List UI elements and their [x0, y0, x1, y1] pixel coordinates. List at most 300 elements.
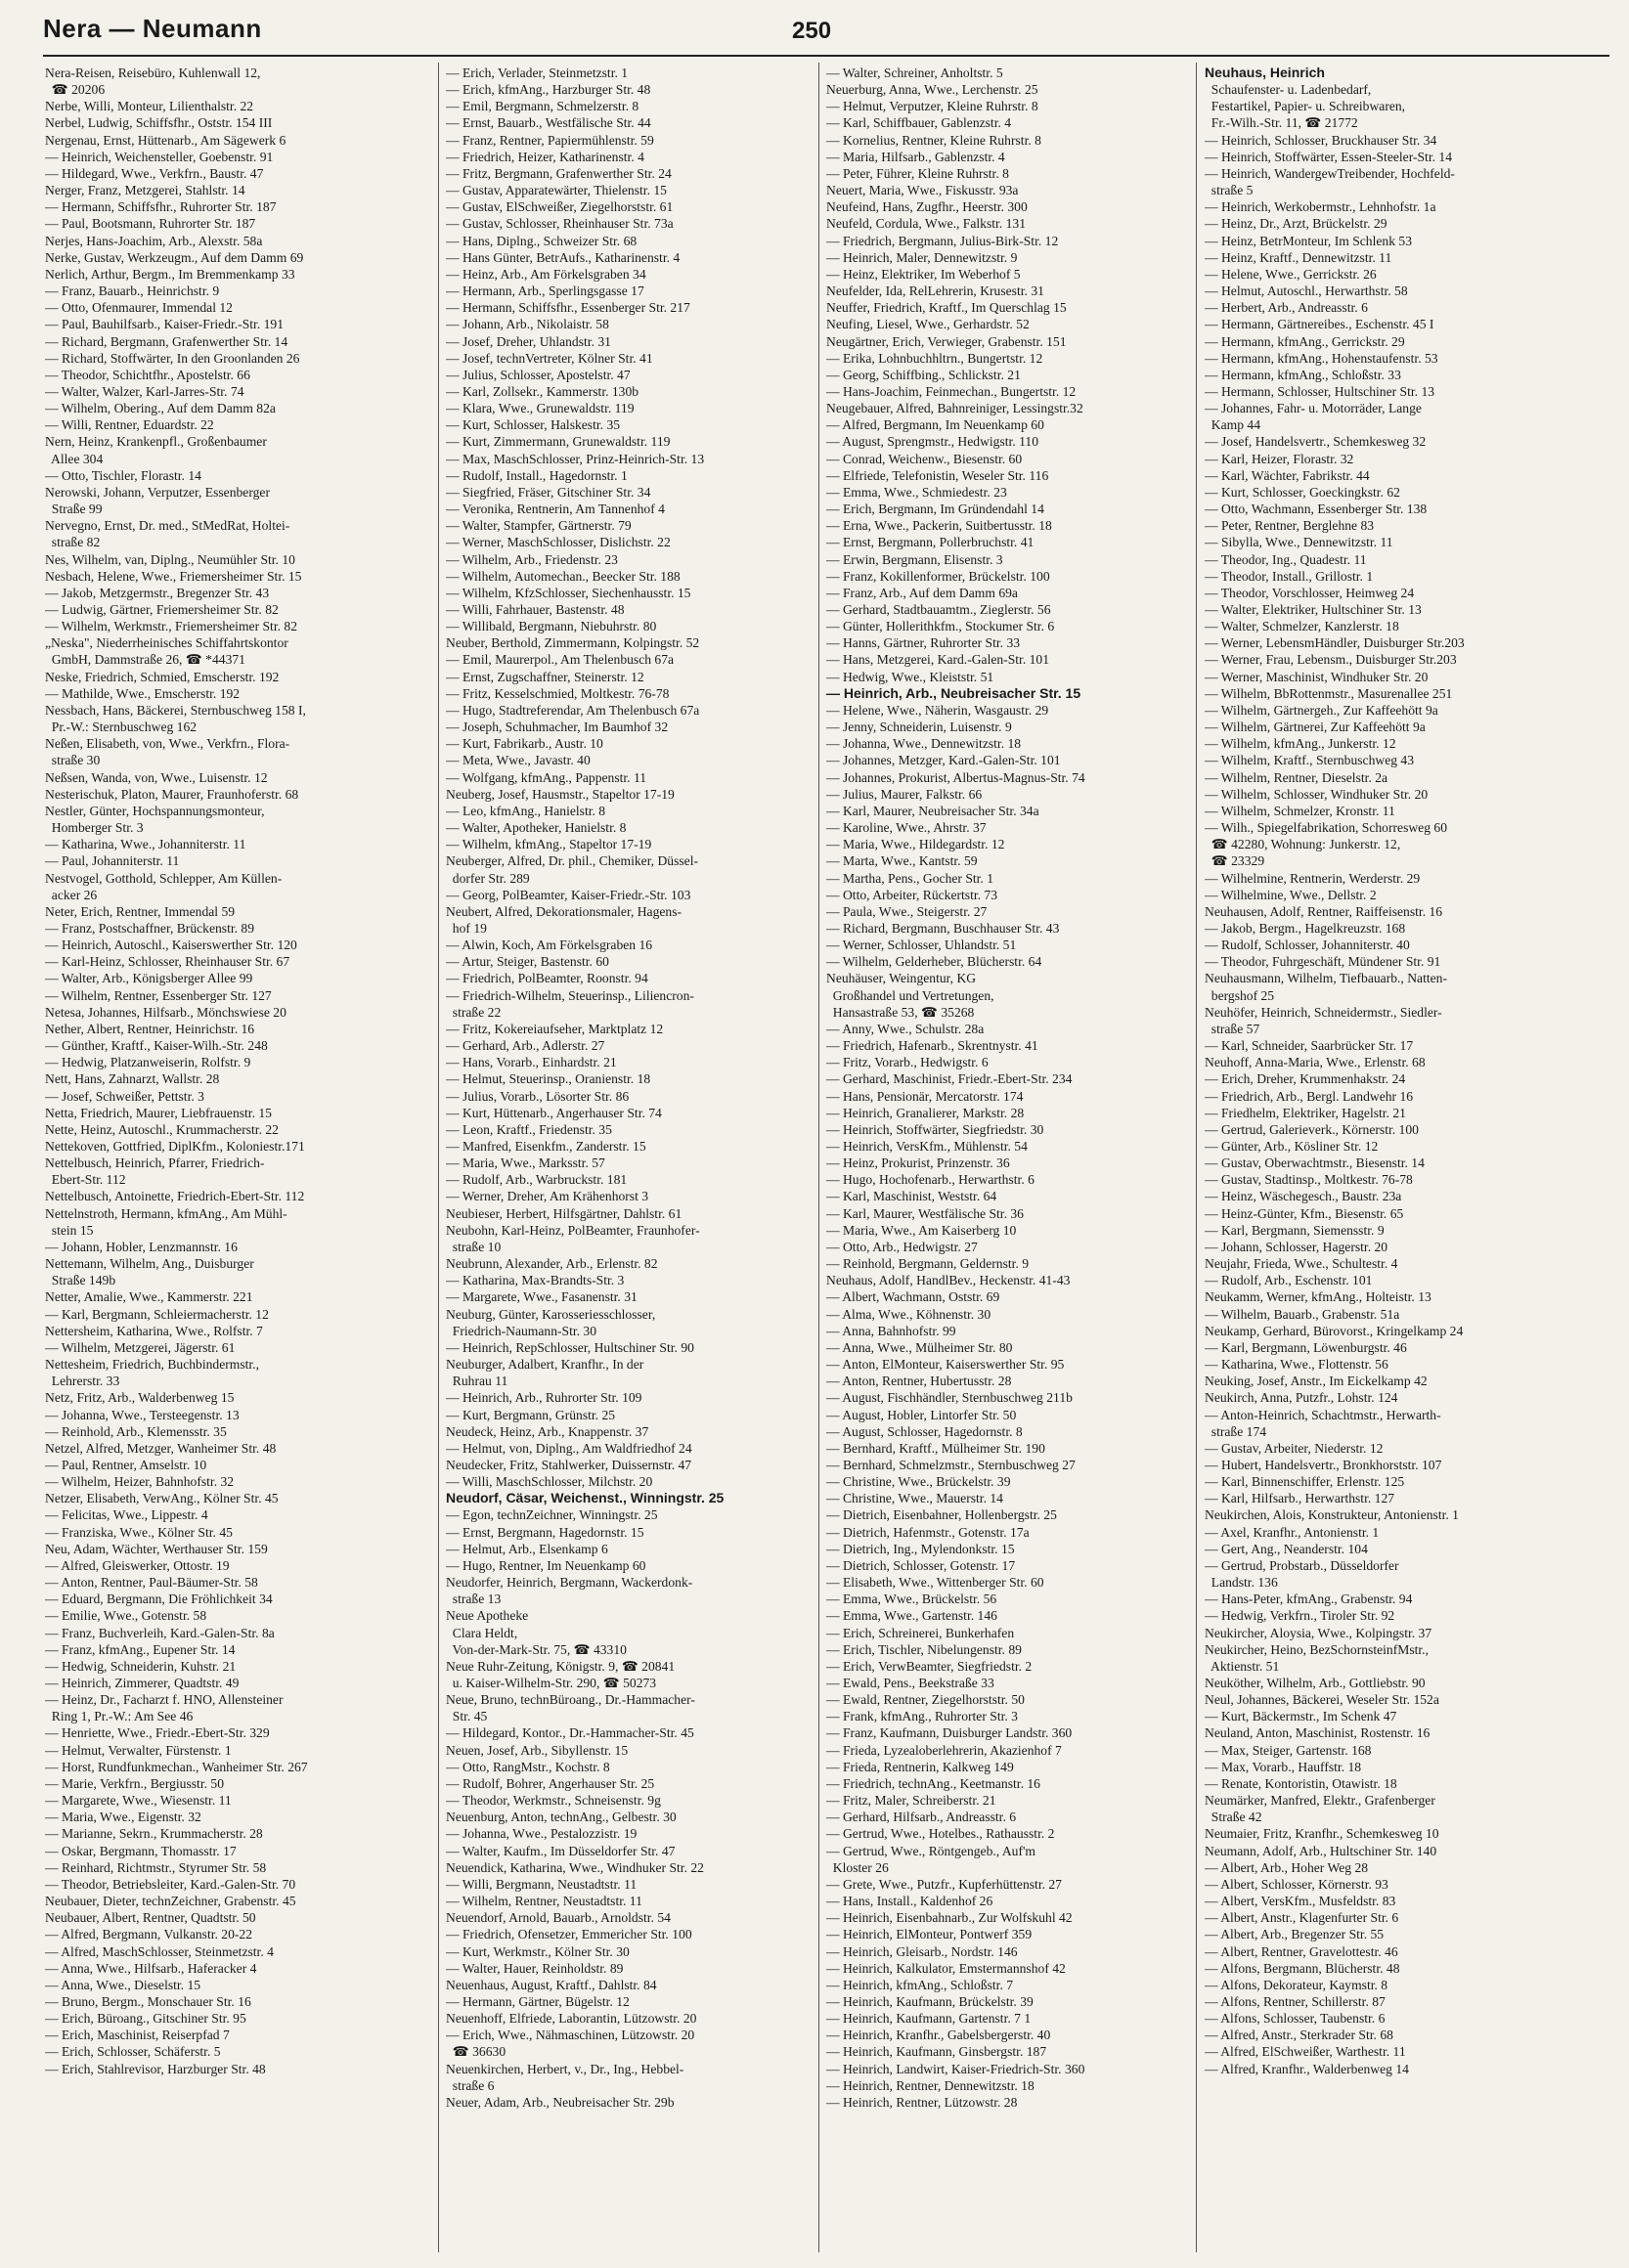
entry-line: — Maria, Wwe., Am Kaiserberg 10: [826, 1222, 1017, 1238]
entry-line: — Heinz, Arb., Am Förkelsgraben 34: [446, 266, 646, 282]
entry-line: — Theodor, Schichtfhr., Apostelstr. 66: [45, 367, 250, 382]
entry-line: acker 26: [45, 887, 98, 902]
entry-line: GmbH, Dammstraße 26, ☎ *44371: [45, 652, 245, 668]
entry-line: — Anton, ElMonteur, Kaiserswerther Str. 95: [826, 1357, 1065, 1373]
entry-line: — Heinrich, Kranfhr., Gabelsbergerstr. 40: [826, 2028, 1051, 2043]
entry-line: Nerbe, Willi, Monteur, Lilienthalstr. 22: [45, 99, 254, 114]
entry-line: Netzer, Elisabeth, VerwAng., Kölner Str. 45: [45, 1491, 279, 1506]
entry-line: — Erich, Tischler, Nibelungenstr. 89: [826, 1641, 1022, 1657]
entry-line: — Hedwig, Verkfrn., Tiroler Str. 92: [1205, 1608, 1395, 1624]
entry-line: — Karl-Heinz, Schlosser, Rheinhauser Str. 67: [45, 954, 290, 970]
entry-line: Neßen, Elisabeth, von, Wwe., Verkfrn., Flora-: [45, 736, 290, 752]
entry-line: — Otto, Ofenmaurer, Immendal 12: [45, 300, 233, 316]
entry-line: — Paul, Rentner, Amselstr. 10: [45, 1457, 207, 1472]
entry-line: — Anny, Wwe., Schulstr. 28a: [826, 1021, 985, 1036]
entry-line: — Erika, Lohnbuchhltrn., Bungertstr. 12: [826, 350, 1043, 366]
entry-line: — Heinz-Günter, Kfm., Biesenstr. 65: [1205, 1205, 1404, 1221]
entry-line: — Werner, Maschinist, Windhuker Str. 20: [1205, 669, 1429, 684]
entry-line: — Heinz, Dr., Facharzt f. HNO, Allensteiner: [45, 1692, 284, 1708]
entry-line: — Johannes, Metzger, Kard.-Galen-Str. 101: [826, 753, 1061, 768]
entry-line: Neukamp, Gerhard, Bürovorst., Kringelkamp 24: [1205, 1323, 1464, 1338]
entry-line: — Friedrich, Ofensetzer, Emmericher Str. 100: [446, 1927, 692, 1942]
entry-line: — Wilhelm, Metzgerei, Jägerstr. 61: [45, 1339, 236, 1355]
entry-line: — Heinrich, Werkobermstr., Lehnhofstr. 1a: [1205, 199, 1436, 215]
entry-line: Kloster 26: [826, 1859, 889, 1875]
entry-line: — Franz, kfmAng., Eupener Str. 14: [45, 1641, 236, 1657]
entry-line: — Conrad, Weichenw., Biesenstr. 60: [826, 451, 1023, 466]
entry-line: — Walter, Stampfer, Gärtnerstr. 79: [446, 518, 632, 534]
entry-line: Neubieser, Herbert, Hilfsgärtner, Dahlstr. 61: [446, 1205, 682, 1221]
entry-line: Schaufenster- u. Ladenbedarf,: [1205, 82, 1372, 98]
entry-line: — Wilhelm, Automechan., Beecker Str. 188: [446, 568, 681, 584]
entry-line: — Wilhelm, Heizer, Bahnhofstr. 32: [45, 1474, 235, 1490]
entry-line: Neubohn, Karl-Heinz, PolBeamter, Fraunhofer-: [446, 1222, 700, 1238]
entry-line: — Heinrich, kfmAng., Schloßstr. 7: [826, 1977, 1014, 1992]
entry-line: Fr.-Wilh.-Str. 11, ☎ 21772: [1205, 115, 1358, 131]
entry-line: Nera-Reisen, Reisebüro, Kuhlenwall 12,: [45, 65, 261, 80]
entry-line: — Bernhard, Schmelzmstr., Sternbuschweg 27: [826, 1457, 1076, 1472]
entry-line: Neuhaus, Heinrich: [1205, 65, 1325, 80]
entry-line: — Wilhelm, Gelderheber, Blücherstr. 64: [826, 954, 1042, 970]
entry-line: — Helmut, Verputzer, Kleine Ruhrstr. 8: [826, 99, 1038, 114]
entry-line: — Josef, Schweißer, Pettstr. 3: [45, 1088, 204, 1104]
entry-line: — Alfred, Kranfhr., Walderbenweg 14: [1205, 2061, 1409, 2076]
entry-line: Nettekoven, Gottfried, DiplKfm., Koloniestr.171: [45, 1139, 305, 1154]
entry-line: Neufeind, Hans, Zugfhr., Heerstr. 300: [826, 199, 1028, 215]
entry-line: straße 57: [1205, 1021, 1260, 1036]
entry-line: — Hedwig, Platzanweiserin, Rolfstr. 9: [45, 1055, 251, 1070]
entry-line: — Johann, Schlosser, Hagerstr. 20: [1205, 1239, 1388, 1254]
entry-line: — Heinz, Dr., Arzt, Brückelstr. 29: [1205, 216, 1387, 232]
entry-line: Neukirch, Anna, Putzfr., Lohstr. 124: [1205, 1390, 1398, 1406]
entry-line: — Franz, Kokillenformer, Brückelstr. 100: [826, 568, 1050, 584]
entry-line: — Kurt, Fabrikarb., Austr. 10: [446, 736, 603, 752]
entry-line: — Hermann, Gärtnereibes., Eschenstr. 45 I: [1205, 317, 1434, 332]
entry-line: Neue, Bruno, technBüroang., Dr.-Hammacher-: [446, 1692, 695, 1708]
entry-line: — Gerhard, Stadtbauamtm., Zieglerstr. 56: [826, 602, 1051, 617]
entry-line: — Fritz, Bergmann, Grafenwerther Str. 24: [446, 165, 672, 181]
entry-line: — Albert, Schlosser, Körnerstr. 93: [1205, 1876, 1388, 1892]
entry-line: — Hans, Install., Kaldenhof 26: [826, 1894, 993, 1909]
entry-line: — Rudolf, Bohrer, Angerhauser Str. 25: [446, 1775, 655, 1791]
entry-line: — Katharina, Wwe., Flottenstr. 56: [1205, 1357, 1388, 1373]
entry-line: Neuenkirchen, Herbert, v., Dr., Ing., Hebbel-: [446, 2061, 684, 2076]
entry-line: — Walter, Hauer, Reinholdstr. 89: [446, 1960, 624, 1976]
entry-line: — Meta, Wwe., Javastr. 40: [446, 753, 591, 768]
entry-line: Neufing, Liesel, Wwe., Gerhardstr. 52: [826, 317, 1030, 332]
entry-line: Straße 42: [1205, 1810, 1262, 1825]
entry-line: Ruhrau 11: [446, 1374, 508, 1389]
entry-line: Neuert, Maria, Wwe., Fiskusstr. 93a: [826, 183, 1019, 198]
entry-line: Neuburg, Günter, Karosseriesschlosser,: [446, 1306, 656, 1322]
entry-line: — Albert, VersKfm., Musfeldstr. 83: [1205, 1894, 1396, 1909]
entry-line: — Heinrich, Kaufmann, Ginsbergstr. 187: [826, 2044, 1047, 2060]
entry-line: — Julius, Schlosser, Apostelstr. 47: [446, 367, 631, 382]
entry-line: — Paula, Wwe., Steigerstr. 27: [826, 903, 988, 919]
entry-line: — Gertrud, Wwe., Hotelbes., Rathausstr. 2: [826, 1826, 1055, 1842]
entry-line: Nettelbusch, Heinrich, Pfarrer, Friedrich-: [45, 1156, 265, 1171]
entry-line: — Emma, Wwe., Brückelstr. 56: [826, 1592, 997, 1607]
entry-line: — Ewald, Rentner, Ziegelhorststr. 50: [826, 1692, 1025, 1708]
entry-line: — Paul, Bauhilfsarb., Kaiser-Friedr.-Str. 191: [45, 317, 285, 332]
entry-line: Hansastraße 53, ☎ 35268: [826, 1004, 975, 1020]
entry-line: — Helene, Wwe., Gerrickstr. 26: [1205, 266, 1377, 282]
entry-line: — Johann, Arb., Nikolaistr. 58: [446, 317, 609, 332]
entry-line: — Gertrud, Galerieverk., Körnerstr. 100: [1205, 1121, 1419, 1137]
entry-line: — Heinrich, ElMonteur, Pontwerf 359: [826, 1927, 1033, 1942]
entry-line: Neue Ruhr-Zeitung, Königstr. 9, ☎ 20841: [446, 1658, 676, 1674]
entry-line: Nesterischuk, Platon, Maurer, Fraunhoferstr. 68: [45, 786, 299, 802]
entry-line: — Hermann, kfmAng., Schloßstr. 33: [1205, 367, 1401, 382]
entry-line: Friedrich-Naumann-Str. 30: [446, 1323, 597, 1338]
entry-line: Netter, Amalie, Wwe., Kammerstr. 221: [45, 1289, 253, 1305]
entry-line: — Marta, Wwe., Kantstr. 59: [826, 853, 978, 869]
entry-line: — Hans-Joachim, Feinmechan., Bungertstr. 12: [826, 383, 1077, 399]
entry-line: — Erna, Wwe., Packerin, Suitbertusstr. 18: [826, 518, 1052, 534]
entry-line: Allee 304: [45, 451, 104, 466]
entry-line: — Rudolf, Arb., Eschenstr. 101: [1205, 1273, 1373, 1288]
entry-line: — Anton-Heinrich, Schachtmstr., Herwarth-: [1205, 1407, 1441, 1422]
entry-line: Neuköther, Wilhelm, Arb., Gottliebstr. 90: [1205, 1676, 1426, 1690]
entry-line: — Albert, Arb., Hoher Weg 28: [1205, 1859, 1369, 1875]
entry-line: — Kurt, Werkmstr., Kölner Str. 30: [446, 1943, 630, 1959]
entry-line: — Kurt, Schlosser, Goeckingkstr. 62: [1205, 484, 1400, 500]
entry-line: straße 5: [1205, 183, 1254, 198]
entry-line: — Wilhelm, Bauarb., Grabenstr. 51a: [1205, 1306, 1400, 1322]
entry-line: — Heinz, Wäschegesch., Baustr. 23a: [1205, 1189, 1402, 1204]
entry-line: — Heinz, Kraftf., Dennewitzstr. 11: [1205, 249, 1392, 265]
entry-line: — Heinrich, Stoffwärter, Essen-Steeler-Str. 14: [1205, 149, 1452, 164]
entry-line: — Kurt, Bergmann, Grünstr. 25: [446, 1407, 616, 1422]
entry-line: — Johanna, Wwe., Dennewitzstr. 18: [826, 736, 1022, 752]
entry-line: — Felicitas, Wwe., Lippestr. 4: [45, 1507, 208, 1523]
entry-line: — Wilhelm, Schlosser, Windhuker Str. 20: [1205, 786, 1429, 802]
entry-line: — Heinrich, Autoschl., Kaiserswerther Str. 120: [45, 938, 297, 953]
entry-line: Neuland, Anton, Maschinist, Rostenstr. 16: [1205, 1725, 1431, 1741]
entry-line: — Peter, Rentner, Berglehne 83: [1205, 518, 1375, 534]
entry-line: — Wilhelm, Schmelzer, Kronstr. 11: [1205, 803, 1395, 818]
entry-line: Neuenhaus, August, Kraftf., Dahlstr. 84: [446, 1977, 657, 1992]
entry-line: — Wilhelmine, Wwe., Dellstr. 2: [1205, 887, 1377, 902]
entry-line: — Hans, Diplng., Schweizer Str. 68: [446, 233, 638, 248]
entry-line: — Maria, Wwe., Marksstr. 57: [446, 1156, 605, 1171]
entry-line: Nestvogel, Gotthold, Schlepper, Am Küllen-: [45, 870, 283, 886]
entry-line: Nern, Heinz, Krankenpfl., Großenbaumer: [45, 434, 267, 450]
entry-line: — Frank, kfmAng., Ruhrorter Str. 3: [826, 1709, 1018, 1724]
entry-line: — Otto, Arbeiter, Rückertstr. 73: [826, 887, 998, 902]
entry-line: — Emilie, Wwe., Gotenstr. 58: [45, 1608, 207, 1624]
entry-line: — Helmut, Verwalter, Fürstenstr. 1: [45, 1742, 232, 1758]
entry-line: — Maria, Wwe., Eigenstr. 32: [45, 1810, 201, 1825]
entry-line: — Walter, Schreiner, Anholtstr. 5: [826, 65, 1003, 80]
entry-line: — Elfriede, Telefonistin, Weseler Str. 116: [826, 467, 1049, 483]
entry-line: — Heinrich, Weichensteller, Goebenstr. 91: [45, 149, 274, 164]
entry-line: Neugärtner, Erich, Verwieger, Grabenstr. 151: [826, 333, 1067, 349]
entry-line: — Wilhelm, Gärtnerei, Zur Kaffeehött 9a: [1205, 720, 1426, 735]
entry-line: — Theodor, Betriebsleiter, Kard.-Galen-Str. 70: [45, 1876, 296, 1892]
entry-line: — Theodor, Werkmstr., Schneisenstr. 9g: [446, 1793, 661, 1809]
entry-line: — Albert, Wachmann, Oststr. 69: [826, 1289, 1000, 1305]
entry-line: — Anna, Bahnhofstr. 99: [826, 1323, 956, 1338]
entry-line: — Erich, Büroang., Gitschiner Str. 95: [45, 2011, 246, 2027]
entry-line: Neske, Friedrich, Schmied, Emscherstr. 192: [45, 669, 280, 684]
entry-line: — Heinrich, Landwirt, Kaiser-Friedrich-Str. 360: [826, 2061, 1085, 2076]
entry-line: — Heinrich, Maler, Dennewitzstr. 9: [826, 249, 1018, 265]
entry-line: — Georg, PolBeamter, Kaiser-Friedr.-Str. 103: [446, 887, 691, 902]
entry-line: — Walter, Walzer, Karl-Jarres-Str. 74: [45, 383, 244, 399]
entry-line: bergshof 25: [1205, 987, 1275, 1003]
entry-line: — Klara, Wwe., Grunewaldstr. 119: [446, 401, 635, 416]
entry-line: — Max, Vorarb., Hauffstr. 18: [1205, 1759, 1362, 1774]
entry-line: — Theodor, Install., Grillostr. 1: [1205, 568, 1374, 584]
entry-line: — August, Sprengmstr., Hedwigstr. 110: [826, 434, 1039, 450]
column-2: [446, 65, 829, 2111]
entry-line: Neuendick, Katharina, Wwe., Windhuker Str. 22: [446, 1859, 704, 1875]
entry-line: — Axel, Kranfhr., Antonienstr. 1: [1205, 1524, 1380, 1540]
entry-line: — Hermann, Schiffsfhr., Ruhrorter Str. 187: [45, 199, 277, 215]
entry-line: ☎ 42280, Wohnung: Junkerstr. 12,: [1205, 837, 1401, 852]
entry-line: — Kurt, Bäckermstr., Im Schenk 47: [1205, 1709, 1397, 1724]
entry-line: — Gustav, Stadtinsp., Moltkestr. 76-78: [1205, 1172, 1413, 1188]
entry-line: — Rudolf, Install., Hagedornstr. 1: [446, 467, 628, 483]
entry-line: — Theodor, Fuhrgeschäft, Mündener Str. 91: [1205, 954, 1441, 970]
entry-line: — Wilhelm, Arb., Friedenstr. 23: [446, 551, 618, 567]
entry-line: straße 13: [446, 1592, 502, 1607]
entry-line: — Georg, Schiffbing., Schlickstr. 21: [826, 367, 1021, 382]
entry-line: — Egon, technZeichner, Winningstr. 25: [446, 1507, 658, 1523]
entry-line: — Paul, Bootsmann, Ruhrorter Str. 187: [45, 216, 256, 232]
entry-line: — Helmut, Steuerinsp., Oranienstr. 18: [446, 1071, 651, 1087]
entry-line: — Kurt, Schlosser, Halskestr. 35: [446, 417, 621, 433]
entry-line: — Johanna, Wwe., Pestalozzistr. 19: [446, 1826, 638, 1842]
entry-line: — Franz, Kaufmann, Duisburger Landstr. 360: [826, 1725, 1073, 1741]
entry-line: Neuberger, Alfred, Dr. phil., Chemiker, Düssel-: [446, 853, 699, 869]
entry-line: Neuen, Josef, Arb., Sibyllenstr. 15: [446, 1742, 629, 1758]
entry-line: — Johanna, Wwe., Tersteegenstr. 13: [45, 1407, 240, 1422]
entry-line: — Friedrich, Bergmann, Julius-Birk-Str. 12: [826, 233, 1059, 248]
entry-line: — Johannes, Fahr- u. Motorräder, Lange: [1205, 401, 1422, 416]
entry-line: — Martha, Pens., Gocher Str. 1: [826, 870, 994, 886]
entry-line: Neuhausen, Adolf, Rentner, Raiffeisenstr. 16: [1205, 903, 1443, 919]
entry-line: — Hans, Vorarb., Einhardstr. 21: [446, 1055, 617, 1070]
entry-line: Nessbach, Hans, Bäckerei, Sternbuschweg 158 I,: [45, 702, 306, 718]
entry-line: — Anton, Rentner, Paul-Bäumer-Str. 58: [45, 1575, 258, 1591]
column-4: [1205, 65, 1588, 2077]
entry-line: — Franziska, Wwe., Kölner Str. 45: [45, 1524, 233, 1540]
entry-line: — Peter, Führer, Kleine Ruhrstr. 8: [826, 165, 1009, 181]
entry-line: — Heinrich, Arb., Ruhrorter Str. 109: [446, 1390, 642, 1406]
entry-line: Neukamm, Werner, kfmAng., Holteistr. 13: [1205, 1289, 1431, 1305]
entry-line: — Hans, Pensionär, Mercatorstr. 174: [826, 1088, 1024, 1104]
entry-line: — Hermann, Schiffsfhr., Essenberger Str. 217: [446, 300, 690, 316]
entry-line: — Erich, Wwe., Nähmaschinen, Lützowstr. 20: [446, 2028, 695, 2043]
entry-line: — Hermann, kfmAng., Gerrickstr. 29: [1205, 333, 1405, 349]
entry-line: — Ewald, Pens., Beekstraße 33: [826, 1676, 994, 1690]
entry-line: — Reinhard, Richtmstr., Styrumer Str. 58: [45, 1859, 267, 1875]
entry-line: — Dietrich, Schlosser, Gotenstr. 17: [826, 1557, 1016, 1573]
entry-line: — Hermann, Gärtner, Bügelstr. 12: [446, 1993, 630, 2009]
entry-line: — Werner, Frau, Lebensm., Duisburger Str.203: [1205, 652, 1457, 668]
entry-line: Neul, Johannes, Bäckerei, Weseler Str. 152a: [1205, 1692, 1439, 1708]
entry-line: — Fritz, Vorarb., Hedwigstr. 6: [826, 1055, 989, 1070]
entry-line: Netz, Fritz, Arb., Walderbenweg 15: [45, 1390, 235, 1406]
entry-line: — Karl, Bergmann, Löwenburgstr. 46: [1205, 1339, 1407, 1355]
entry-line: Neudorfer, Heinrich, Bergmann, Wackerdonk-: [446, 1575, 693, 1591]
entry-line: — Hildegard, Kontor., Dr.-Hammacher-Str. 45: [446, 1725, 694, 1741]
entry-line: ☎ 20206: [45, 82, 106, 98]
entry-line: — Katharina, Max-Brandts-Str. 3: [446, 1273, 625, 1288]
entry-line: Nettemann, Wilhelm, Ang., Duisburger: [45, 1256, 254, 1272]
entry-line: — Fritz, Kesselschmied, Moltkestr. 76-78: [446, 685, 670, 701]
entry-line: Neumärker, Manfred, Elektr., Grafenberger: [1205, 1793, 1435, 1809]
entry-line: — August, Hobler, Lintorfer Str. 50: [826, 1407, 1017, 1422]
entry-line: — August, Fischhändler, Sternbuschweg 211b: [826, 1390, 1073, 1406]
entry-line: — Helmut, Autoschl., Herwarthstr. 58: [1205, 284, 1408, 299]
entry-line: Neukircher, Aloysia, Wwe., Kolpingstr. 37: [1205, 1625, 1432, 1640]
entry-line: — Theodor, Ing., Quadestr. 11: [1205, 551, 1367, 567]
entry-line: — Anna, Wwe., Hilfsarb., Haferacker 4: [45, 1960, 257, 1976]
entry-line: Aktienstr. 51: [1205, 1658, 1280, 1674]
entry-line: Neudecker, Fritz, Stahlwerker, Duissernstr. 47: [446, 1457, 692, 1472]
entry-line: — Alwin, Koch, Am Förkelsgraben 16: [446, 938, 653, 953]
entry-line: — Hans, Metzgerei, Kard.-Galen-Str. 101: [826, 652, 1050, 668]
entry-line: — Marie, Verkfrn., Bergiusstr. 50: [45, 1775, 224, 1791]
entry-line: Nesbach, Helene, Wwe., Friemersheimer Str. 15: [45, 568, 302, 584]
entry-line: — Gustav, Oberwachtmstr., Biesenstr. 14: [1205, 1156, 1425, 1171]
entry-line: — Karl, Maurer, Westfälische Str. 36: [826, 1205, 1024, 1221]
entry-line: — Hugo, Stadtreferendar, Am Thelenbusch 67a: [446, 702, 700, 718]
entry-line: — Otto, Arb., Hedwigstr. 27: [826, 1239, 978, 1254]
entry-line: — Dietrich, Ing., Mylendonkstr. 15: [826, 1541, 1015, 1556]
entry-line: — Hermann, Schlosser, Hultschiner Str. 13: [1205, 383, 1435, 399]
entry-line: — Margarete, Wwe., Fasanenstr. 31: [446, 1289, 638, 1305]
entry-line: — Heinz, Elektriker, Im Weberhof 5: [826, 266, 1021, 282]
entry-line: — Horst, Rundfunkmechan., Wanheimer Str. 267: [45, 1759, 308, 1774]
entry-line: hof 19: [446, 920, 487, 936]
entry-line: Neufeld, Cordula, Wwe., Falkstr. 131: [826, 216, 1026, 232]
entry-line: — Friedrich, Arb., Bergl. Landwehr 16: [1205, 1088, 1414, 1104]
entry-line: Straße 99: [45, 502, 103, 517]
entry-line: — Hans-Peter, kfmAng., Grabenstr. 94: [1205, 1592, 1413, 1607]
entry-line: Neubauer, Dieter, technZeichner, Grabenstr. 45: [45, 1894, 296, 1909]
entry-line: Neubrunn, Alexander, Arb., Erlenstr. 82: [446, 1256, 658, 1272]
entry-line: Nestler, Günter, Hochspannungsmonteur,: [45, 803, 265, 818]
entry-line: — Hubert, Handelsvertr., Bronkhorststr. 107: [1205, 1457, 1442, 1472]
entry-line: — Hermann, Arb., Sperlingsgasse 17: [446, 284, 644, 299]
entry-line: Neugebauer, Alfred, Bahnreiniger, Lessingstr.32: [826, 401, 1083, 416]
entry-line: — Heinz, BetrMonteur, Im Schlenk 53: [1205, 233, 1413, 248]
entry-line: — Josef, Dreher, Uhlandstr. 31: [446, 333, 611, 349]
entry-line: — Walter, Schmelzer, Kanzlerstr. 18: [1205, 619, 1399, 634]
entry-line: — Heinrich, Kaufmann, Gartenstr. 7 1: [826, 2011, 1032, 2027]
entry-line: Neukircher, Heino, BezSchornsteinfMstr.,: [1205, 1641, 1429, 1657]
entry-line: — Otto, Wachmann, Essenberger Str. 138: [1205, 502, 1428, 517]
entry-line: — Willibald, Bergmann, Niebuhrstr. 80: [446, 619, 657, 634]
entry-line: — Anna, Wwe., Dieselstr. 15: [45, 1977, 201, 1992]
entry-line: — Hanns, Gärtner, Ruhrorter Str. 33: [826, 635, 1021, 651]
entry-line: Pr.-W.: Sternbuschweg 162: [45, 720, 198, 735]
entry-line: — Elisabeth, Wwe., Wittenberger Str. 60: [826, 1575, 1044, 1591]
entry-line: Neuking, Josef, Anstr., Im Eickelkamp 42: [1205, 1374, 1428, 1389]
entry-line: Nerjes, Hans-Joachim, Arb., Alexstr. 58a: [45, 233, 263, 248]
entry-line: Neuenburg, Anton, technAng., Gelbestr. 30: [446, 1810, 677, 1825]
entry-line: Nerlich, Arthur, Bergm., Im Bremmenkamp 33: [45, 266, 295, 282]
entry-line: Nergenau, Ernst, Hüttenarb., Am Sägewerk 6: [45, 132, 286, 148]
header-rule: [43, 55, 1609, 57]
entry-line: — Wilhelm, Gärtnergeh., Zur Kaffeehött 9a: [1205, 702, 1438, 718]
entry-line: — Max, MaschSchlosser, Prinz-Heinrich-Str. 13: [446, 451, 705, 466]
entry-line: — Manfred, Eisenkfm., Zanderstr. 15: [446, 1139, 646, 1154]
entry-line: — Frieda, Lyzealoberlehrerin, Akazienhof 7: [826, 1742, 1062, 1758]
entry-line: Landstr. 136: [1205, 1575, 1278, 1591]
entry-line: — Wilhelm, Werkmstr., Friemersheimer Str. 82: [45, 619, 297, 634]
entry-line: Netesa, Johannes, Hilfsarb., Mönchswiese 20: [45, 1004, 286, 1020]
entry-line: — Karl, Zollsekr., Kammerstr. 130b: [446, 383, 639, 399]
entry-line: — Walter, Arb., Königsberger Allee 99: [45, 971, 253, 986]
entry-line: Neuburger, Adalbert, Kranfhr., In der: [446, 1357, 644, 1373]
entry-line: — Heinrich, Eisenbahnarb., Zur Wolfskuhl 42: [826, 1910, 1073, 1926]
entry-line: — Karoline, Wwe., Ahrstr. 37: [826, 820, 987, 836]
entry-line: Nettesheim, Friedrich, Buchbindermstr.,: [45, 1357, 259, 1373]
entry-line: — Helmut, Arb., Elsenkamp 6: [446, 1541, 608, 1556]
entry-line: — Franz, Bauarb., Heinrichstr. 9: [45, 284, 220, 299]
entry-line: — Christine, Wwe., Brückelstr. 39: [826, 1474, 1011, 1490]
entry-line: — Walter, Elektriker, Hultschiner Str. 13: [1205, 602, 1422, 617]
entry-line: — Heinrich, RepSchlosser, Hultschiner Str. 90: [446, 1339, 694, 1355]
entry-line: — Wilhelm, KfzSchlosser, Siechenhausstr. 15: [446, 585, 691, 600]
entry-line: — Heinrich, Arb., Neubreisacher Str. 15: [826, 684, 1081, 701]
entry-line: — Gerhard, Maschinist, Friedr.-Ebert-Str. 234: [826, 1071, 1073, 1087]
entry-line: — Mathilde, Wwe., Emscherstr. 192: [45, 685, 241, 701]
entry-line: — Renate, Kontoristin, Otawistr. 18: [1205, 1775, 1397, 1791]
entry-line: Nervegno, Ernst, Dr. med., StMedRat, Holtei-: [45, 518, 290, 534]
entry-line: — Friedrich, Heizer, Katharinenstr. 4: [446, 149, 644, 164]
entry-line: — Leon, Kraftf., Friedenstr. 35: [446, 1121, 612, 1137]
entry-line: Neue Apotheke: [446, 1608, 529, 1624]
entry-line: — Marianne, Sekrn., Krummacherstr. 28: [45, 1826, 263, 1842]
entry-line: — Alfred, Bergmann, Im Neuenkamp 60: [826, 417, 1044, 433]
entry-line: — Werner, MaschSchlosser, Dislichstr. 22: [446, 535, 671, 550]
entry-line: — Wilhelm, Obering., Auf dem Damm 82a: [45, 401, 276, 416]
entry-line: — Herbert, Arb., Andreasstr. 6: [1205, 300, 1368, 316]
entry-line: — Erich, Bergmann, Im Gründendahl 14: [826, 502, 1044, 517]
entry-line: — Karl, Binnenschiffer, Erlenstr. 125: [1205, 1474, 1405, 1490]
entry-line: — Emil, Bergmann, Schmelzerstr. 8: [446, 99, 639, 114]
entry-line: — Christine, Wwe., Mauerstr. 14: [826, 1491, 1003, 1506]
entry-line: — Kurt, Hüttenarb., Angerhauser Str. 74: [446, 1105, 662, 1120]
entry-line: — Heinrich, Granalierer, Markstr. 28: [826, 1105, 1025, 1120]
entry-line: Ebert-Str. 112: [45, 1172, 126, 1188]
entry-line: Neuhausmann, Wilhelm, Tiefbauarb., Natten-: [1205, 971, 1447, 986]
entry-line: Straße 149b: [45, 1273, 116, 1288]
entry-line: Neufelder, Ida, RelLehrerin, Krusestr. 31: [826, 284, 1044, 299]
entry-line: — Richard, Bergmann, Buschhauser Str. 43: [826, 920, 1060, 936]
entry-line: — Wilhelm, Kraftf., Sternbuschweg 43: [1205, 753, 1415, 768]
entry-line: — Karl, Schiffbauer, Gablenzstr. 4: [826, 115, 1012, 131]
entry-line: Neuhöfer, Heinrich, Schneidermstr., Siedler-: [1205, 1004, 1442, 1020]
entry-line: — Karl, Heizer, Florastr. 32: [1205, 451, 1354, 466]
entry-line: Netzel, Alfred, Metzger, Wanheimer Str. 48: [45, 1440, 277, 1456]
entry-line: — Wilhelm, kfmAng., Junkerstr. 12: [1205, 736, 1396, 752]
entry-line: — Franz, Buchverleih, Kard.-Galen-Str. 8a: [45, 1625, 275, 1640]
entry-line: — Maria, Hilfsarb., Gablenzstr. 4: [826, 149, 1005, 164]
entry-line: — Alfred, Anstr., Sterkrader Str. 68: [1205, 2028, 1393, 2043]
entry-line: — Heinrich, VersKfm., Mühlenstr. 54: [826, 1139, 1028, 1154]
entry-line: — Willi, Rentner, Eduardstr. 22: [45, 417, 214, 433]
entry-line: — Erich, Maschinist, Reiserpfad 7: [45, 2028, 230, 2043]
entry-line: — Wilhelmine, Rentnerin, Werderstr. 29: [1205, 870, 1421, 886]
entry-line: Nerbel, Ludwig, Schiffsfhr., Oststr. 154 III: [45, 115, 273, 131]
